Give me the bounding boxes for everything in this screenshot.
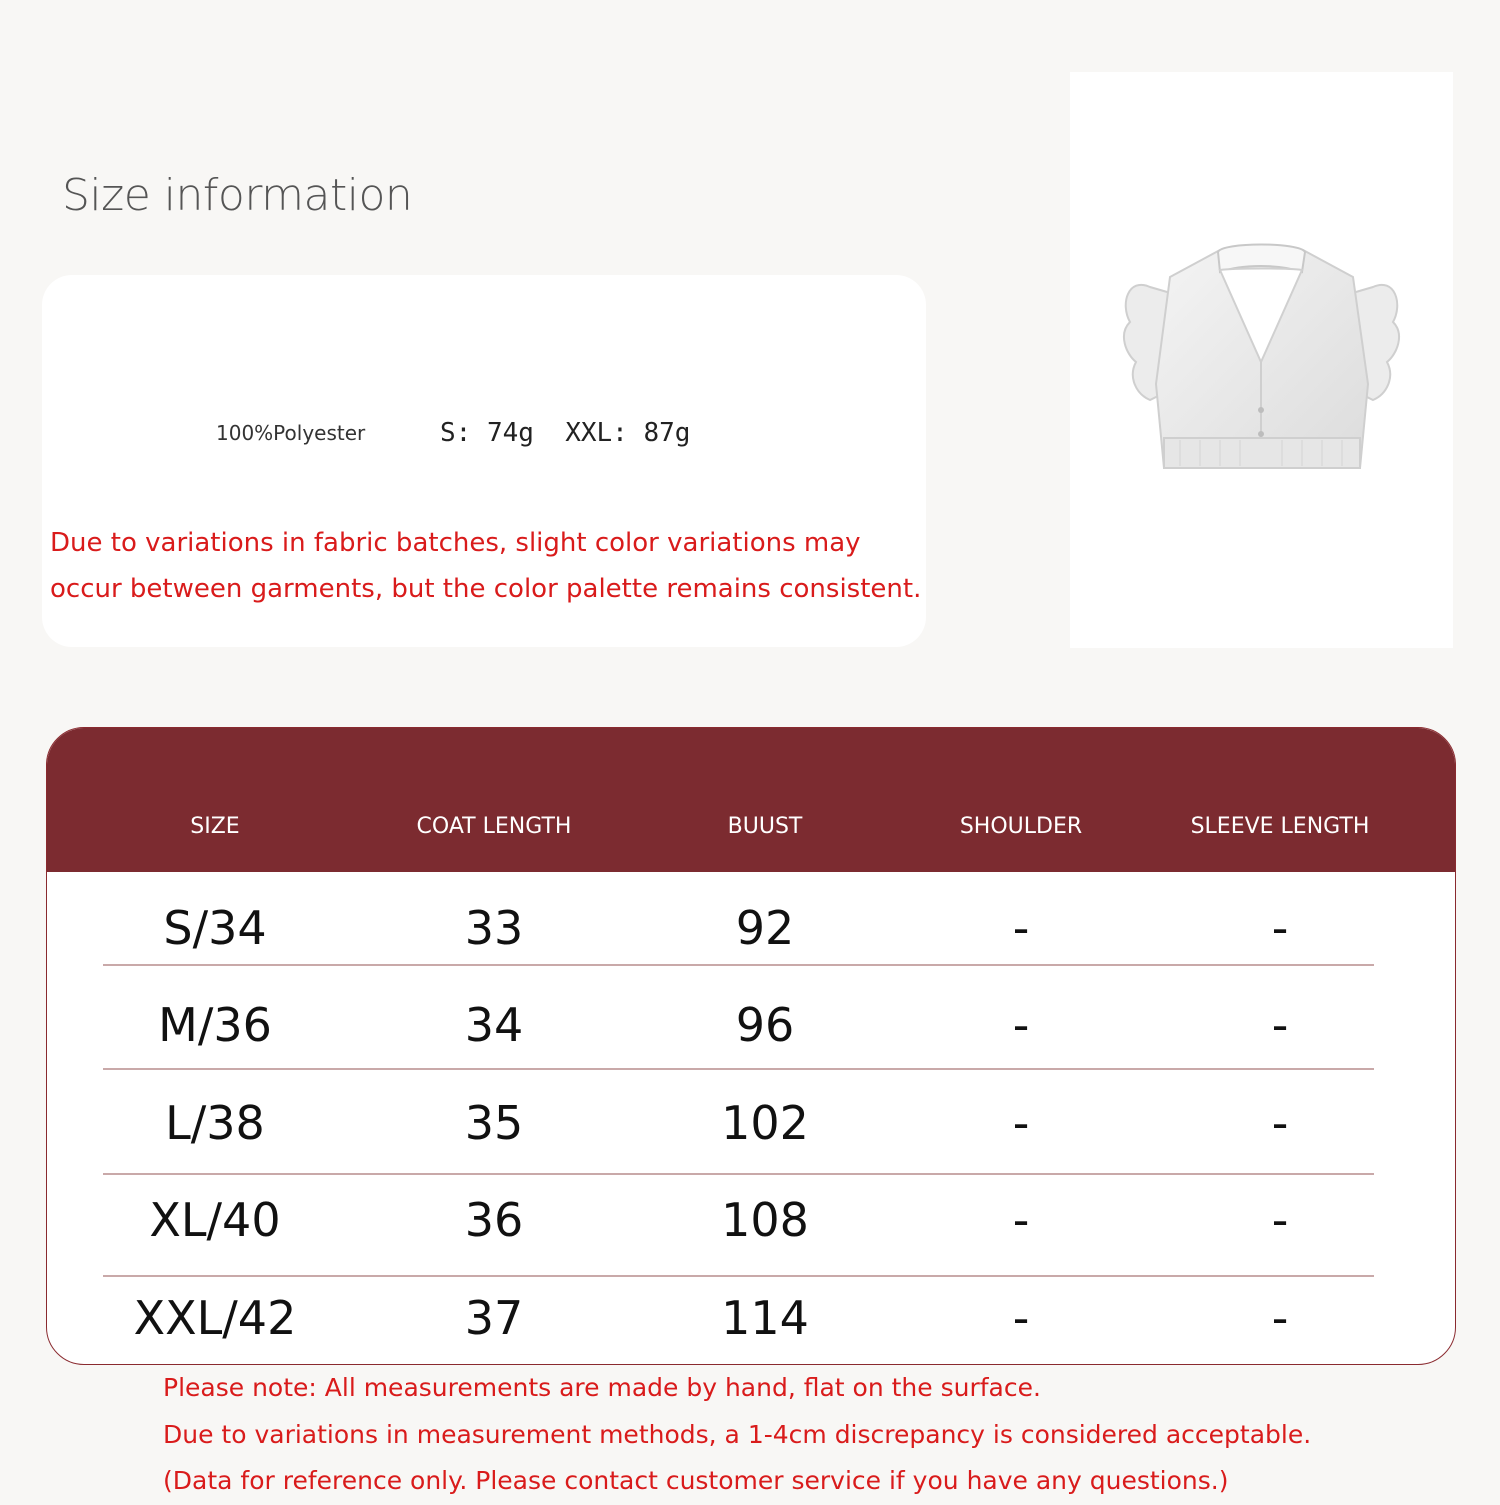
cell-shoulder: - bbox=[1012, 1291, 1030, 1345]
row-divider bbox=[103, 1173, 1374, 1175]
footnote-line: (Data for reference only. Please contact customer service if you have any questions.) bbox=[163, 1466, 1229, 1495]
cell-size: XXL/42 bbox=[133, 1291, 297, 1345]
page-title: Size information bbox=[62, 170, 413, 221]
footnote-line: Please note: All measurements are made by hand, flat on the surface. bbox=[163, 1373, 1041, 1402]
weight-text: S: 74g XXL: 87g bbox=[440, 418, 691, 448]
size-chart-table bbox=[46, 727, 1456, 1365]
product-image bbox=[1070, 72, 1453, 648]
product-image-panel bbox=[1070, 72, 1453, 648]
table-header bbox=[47, 728, 1455, 872]
cell-sleeve-length: - bbox=[1271, 998, 1289, 1052]
cell-size: L/38 bbox=[165, 1096, 265, 1150]
cell-size: S/34 bbox=[163, 901, 267, 955]
cell-coat-length: 34 bbox=[464, 998, 524, 1052]
cell-shoulder: - bbox=[1012, 998, 1030, 1052]
cell-sleeve-length: - bbox=[1271, 1096, 1289, 1150]
cell-sleeve-length: - bbox=[1271, 1193, 1289, 1247]
cell-coat-length: 37 bbox=[464, 1291, 524, 1345]
cell-shoulder: - bbox=[1012, 1096, 1030, 1150]
row-divider bbox=[103, 1275, 1374, 1277]
header-bust: BUUST bbox=[727, 814, 803, 839]
cell-size: M/36 bbox=[158, 998, 272, 1052]
footnote-line: Due to variations in measurement methods, a 1-4cm discrepancy is considered acceptable. bbox=[163, 1419, 1312, 1449]
header-sleeve-length: SLEEVE LENGTH bbox=[1190, 814, 1370, 839]
cell-size: XL/40 bbox=[149, 1193, 281, 1247]
cell-bust: 102 bbox=[721, 1096, 809, 1150]
cell-shoulder: - bbox=[1012, 901, 1030, 955]
cell-bust: 92 bbox=[735, 901, 795, 955]
row-divider bbox=[103, 964, 1374, 966]
cell-shoulder: - bbox=[1012, 1193, 1030, 1247]
color-note-line: Due to variations in fabric batches, slight color variations may bbox=[50, 528, 861, 558]
row-divider bbox=[103, 1068, 1374, 1070]
color-variation-note bbox=[50, 520, 921, 612]
cell-coat-length: 35 bbox=[464, 1096, 524, 1150]
cell-bust: 108 bbox=[721, 1193, 809, 1247]
cell-sleeve-length: - bbox=[1271, 1291, 1289, 1345]
material-text: 100%Polyester bbox=[216, 421, 366, 445]
measurement-footnote bbox=[163, 1365, 1311, 1505]
cell-bust: 114 bbox=[721, 1291, 809, 1345]
header-size: SIZE bbox=[190, 814, 240, 839]
header-shoulder: SHOULDER bbox=[959, 814, 1083, 839]
cell-coat-length: 36 bbox=[464, 1193, 524, 1247]
cell-coat-length: 33 bbox=[464, 901, 524, 955]
color-note-line: occur between garments, but the color palette remains consistent. bbox=[50, 574, 922, 604]
cell-sleeve-length: - bbox=[1271, 901, 1289, 955]
cell-bust: 96 bbox=[735, 998, 795, 1052]
header-coat-length: COAT LENGTH bbox=[416, 814, 572, 839]
